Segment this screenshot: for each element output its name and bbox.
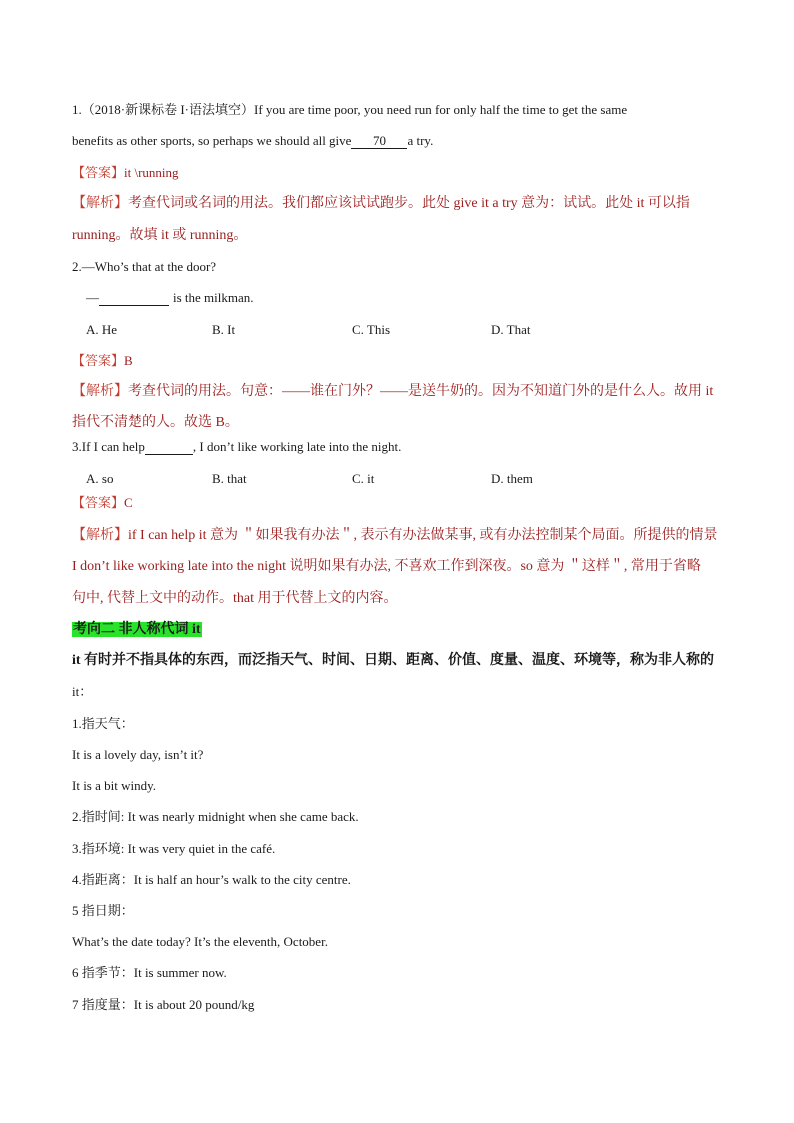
q1-answer	[72, 164, 179, 182]
q1-analysis-text1: 考查代词或名词的用法。我们都应该试试跑步。此处 give it a try 意为：试试。此处 it 可以指	[128, 196, 690, 211]
section-item-date-example: What’s the date today? It’s the eleventh, October.	[72, 934, 328, 949]
q3-text-post: , I don’t like working late into the night.	[192, 439, 402, 454]
section-item-time: 2.指时间: It was nearly midnight when she came back.	[72, 809, 359, 824]
q1-text-line1: 1.（2018·新课标卷 I·语法填空）If you are time poor, you need run for only half the time to get the same	[72, 102, 628, 117]
section-item-weather-example2: It is a bit windy.	[72, 778, 157, 793]
q3-text-pre: 3.If I can help	[72, 439, 145, 454]
q2-answer-text: B	[124, 353, 133, 368]
q1-answer-text: it \running	[124, 165, 179, 180]
q1-analysis-line2: running。故填 it 或 running。	[72, 228, 248, 243]
q1-answer-label: 【答案】	[72, 165, 125, 180]
q1-blank: 70	[351, 134, 407, 149]
q3-answer-text: C	[124, 495, 133, 510]
q3-analysis-label: 【解析】	[72, 528, 128, 543]
q3-analysis-text1: if I can help it 意为 ＂如果我有办法＂, 表示有办法做某事, 或有办法控制某个局面。所提供的情景	[128, 528, 718, 543]
q2-option-b: B. It	[212, 322, 236, 337]
section-item-distance: 4.指距离：It is half an hour’s walk to the city centre.	[72, 872, 351, 887]
q3-option-d: D. them	[491, 471, 533, 486]
q1-analysis-label: 【解析】	[72, 196, 128, 211]
q1-text-post: a try.	[407, 133, 434, 148]
q2-text-post: is the milkman.	[173, 290, 254, 305]
section-intro-line2: it：	[72, 684, 93, 699]
section-item-measure: 7 指度量：It is about 20 pound/kg	[72, 997, 255, 1012]
q2-text-line2	[86, 289, 254, 307]
q2-option-a: A. He	[86, 322, 118, 337]
q1-text-line2	[72, 132, 433, 150]
q1-analysis-line1	[72, 195, 690, 213]
q3-answer-label: 【答案】	[72, 495, 125, 510]
section-intro-line1: it 有时并不指具体的东西，而泛指天气、时间、日期、距离、价值、度量、温度、环境等，称为非人称的	[72, 653, 715, 668]
q2-option-c: C. This	[352, 322, 391, 337]
section-item-date-heading: 5 指日期：	[72, 903, 134, 918]
q2-answer-label: 【答案】	[72, 353, 125, 368]
q2-text-line1: 2.—Who’s that at the door?	[72, 259, 217, 274]
q3-analysis-line3: 句中, 代替上文中的动作。that 用于代替上文的内容。	[72, 591, 398, 606]
q3-answer	[72, 494, 133, 512]
q2-answer	[72, 352, 133, 370]
q3-text-line1	[72, 438, 401, 456]
q2-blank	[99, 291, 169, 306]
q3-option-b: B. that	[212, 471, 247, 486]
section-item-environment: 3.指环境: It was very quiet in the café.	[72, 841, 276, 856]
q1-text-pre: benefits as other sports, so perhaps we should all give	[72, 133, 352, 148]
q2-analysis-label: 【解析】	[72, 384, 128, 399]
q2-analysis-line1	[72, 383, 713, 401]
section-heading	[72, 621, 202, 639]
q2-analysis-text1: 考查代词的用法。句意：——谁在门外？——是送牛奶的。因为不知道门外的是什么人。故用 it	[128, 384, 714, 399]
q2-option-d: D. That	[491, 322, 531, 337]
section-item-season: 6 指季节：It is summer now.	[72, 965, 227, 980]
q3-analysis-line1	[72, 527, 718, 545]
q3-option-c: C. it	[352, 471, 375, 486]
q3-option-a: A. so	[86, 471, 114, 486]
q2-dash: —	[86, 290, 99, 305]
q2-analysis-line2: 指代不清楚的人。故选 B。	[72, 415, 239, 430]
q3-analysis-line2: I don’t like working late into the night 说明如果有办法, 不喜欢工作到深夜。so 意为 ＂这样＂, 常用于省略	[72, 559, 701, 574]
q3-blank	[145, 440, 193, 455]
section-item-weather-example1: It is a lovely day, isn’t it?	[72, 747, 204, 762]
section-heading-text: 考向二 非人称代词 it	[73, 622, 201, 637]
section-item-weather-heading: 1.指天气：	[72, 716, 134, 731]
